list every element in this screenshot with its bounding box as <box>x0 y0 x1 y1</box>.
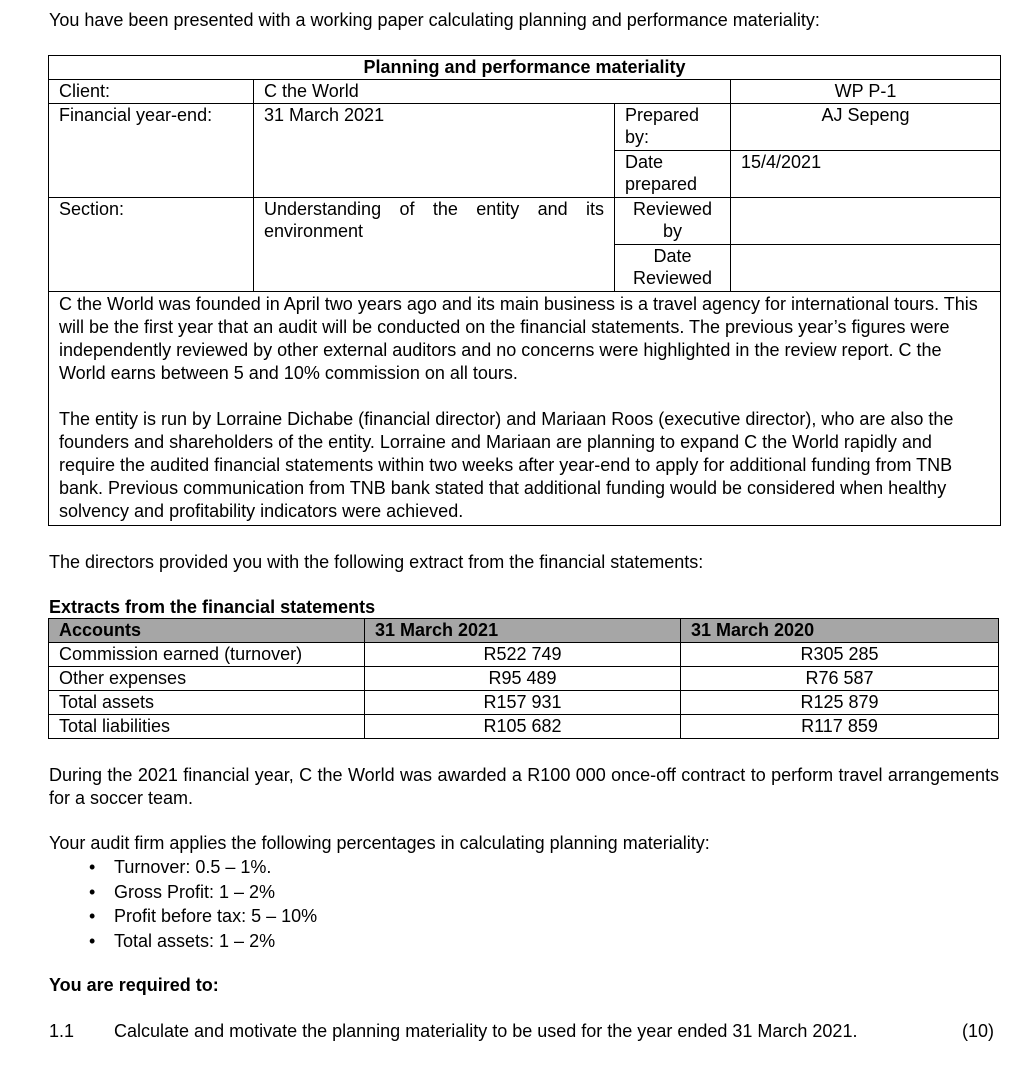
directors-text: The directors provided you with the following extract from the financial statements: <box>49 552 704 572</box>
account-name: Commission earned (turnover) <box>49 643 365 667</box>
list-item <box>49 880 317 905</box>
question-marks: (10) <box>962 1021 995 1041</box>
description-paragraph-2: The entity is run by Lorraine Dichabe (financial director) and Mariaan Roos (executive director), who are also the founders and shareholders of the entity. Lorraine and Mariaan are planning to expand C the World rapidly and require the audited financial statements within two weeks after year-end to apply for additional funding from TNB bank. Previous communication from TNB bank stated that additional funding would be considered when healthy solvency and profitability indicators were achieved. <box>59 409 954 521</box>
header-accounts: Accounts <box>49 619 365 643</box>
percentage-text: Total assets: 1 – 2% <box>114 930 276 951</box>
list-item <box>49 855 317 880</box>
percentages-list <box>49 855 317 953</box>
value-2020: R305 285 <box>681 643 999 667</box>
prepared-by-label: Prepared by: <box>615 104 731 151</box>
fye-label: Financial year-end: <box>49 104 254 198</box>
value-2020: R125 879 <box>681 691 999 715</box>
value-2021: R105 682 <box>365 715 681 739</box>
client-label: Client: <box>49 80 254 104</box>
value-2020: R76 587 <box>681 667 999 691</box>
date-prepared-value: 15/4/2021 <box>731 151 1001 198</box>
header-2021: 31 March 2021 <box>365 619 681 643</box>
extract-title: Extracts from the financial statements <box>49 597 376 617</box>
value-2021: R95 489 <box>365 667 681 691</box>
financial-extract-table <box>48 618 999 739</box>
table-row <box>49 715 999 739</box>
list-item <box>49 904 317 929</box>
working-paper-table <box>48 55 1001 526</box>
wp-reference: WP P-1 <box>731 80 1001 104</box>
value-2021: R522 749 <box>365 643 681 667</box>
account-name: Total assets <box>49 691 365 715</box>
contract-text: During the 2021 financial year, C the World was awarded a R100 000 once-off contract to perform travel arrangements for a soccer team. <box>49 765 999 808</box>
percentage-text: Profit before tax: 5 – 10% <box>114 906 318 926</box>
bullet-icon: • <box>89 906 96 926</box>
fye-value: 31 March 2021 <box>254 104 615 198</box>
table-header-row <box>49 619 999 643</box>
prepared-by-value: AJ Sepeng <box>731 104 1001 151</box>
question-number: 1.1 <box>49 1021 75 1041</box>
table-row <box>49 643 999 667</box>
date-reviewed-label: Date Reviewed <box>615 245 731 292</box>
section-label: Section: <box>49 198 254 292</box>
list-item <box>49 929 317 954</box>
bullet-icon: • <box>89 881 96 902</box>
question-text: Calculate and motivate the planning materiality to be used for the year ended 31 March 2021. <box>114 1021 858 1041</box>
section-value: Understanding of the entity and its environment <box>254 198 615 292</box>
reviewed-by-value <box>731 198 1001 245</box>
required-heading: You are required to: <box>49 975 219 995</box>
entity-description <box>49 292 1001 526</box>
intro-text: You have been presented with a working paper calculating planning and performance materiality: <box>49 10 820 30</box>
account-name: Total liabilities <box>49 715 365 739</box>
client-value: C the World <box>254 80 731 104</box>
description-paragraph-1: C the World was founded in April two years ago and its main business is a travel agency for international tours. This will be the first year that an audit will be conducted on the financial statements. The previous year’s figures were independently reviewed by other external auditors and no concerns were highlighted in the review report. C the World earns between 5 and 10% commission on all tours. <box>59 294 978 383</box>
header-2020: 31 March 2020 <box>681 619 999 643</box>
table-row <box>49 667 999 691</box>
working-paper-title: Planning and performance materiality <box>49 56 1001 80</box>
reviewed-by-label: Reviewed by <box>615 198 731 245</box>
percentage-text: Gross Profit: 1 – 2% <box>114 881 276 902</box>
bullet-icon: • <box>89 857 96 877</box>
bullet-icon: • <box>89 930 96 951</box>
table-row <box>49 691 999 715</box>
value-2020: R117 859 <box>681 715 999 739</box>
date-prepared-label: Date prepared <box>615 151 731 198</box>
account-name: Other expenses <box>49 667 365 691</box>
audit-firm-text: Your audit firm applies the following percentages in calculating planning materiality: <box>49 833 710 853</box>
value-2021: R157 931 <box>365 691 681 715</box>
date-reviewed-value <box>731 245 1001 292</box>
percentage-text: Turnover: 0.5 – 1%. <box>114 857 272 877</box>
